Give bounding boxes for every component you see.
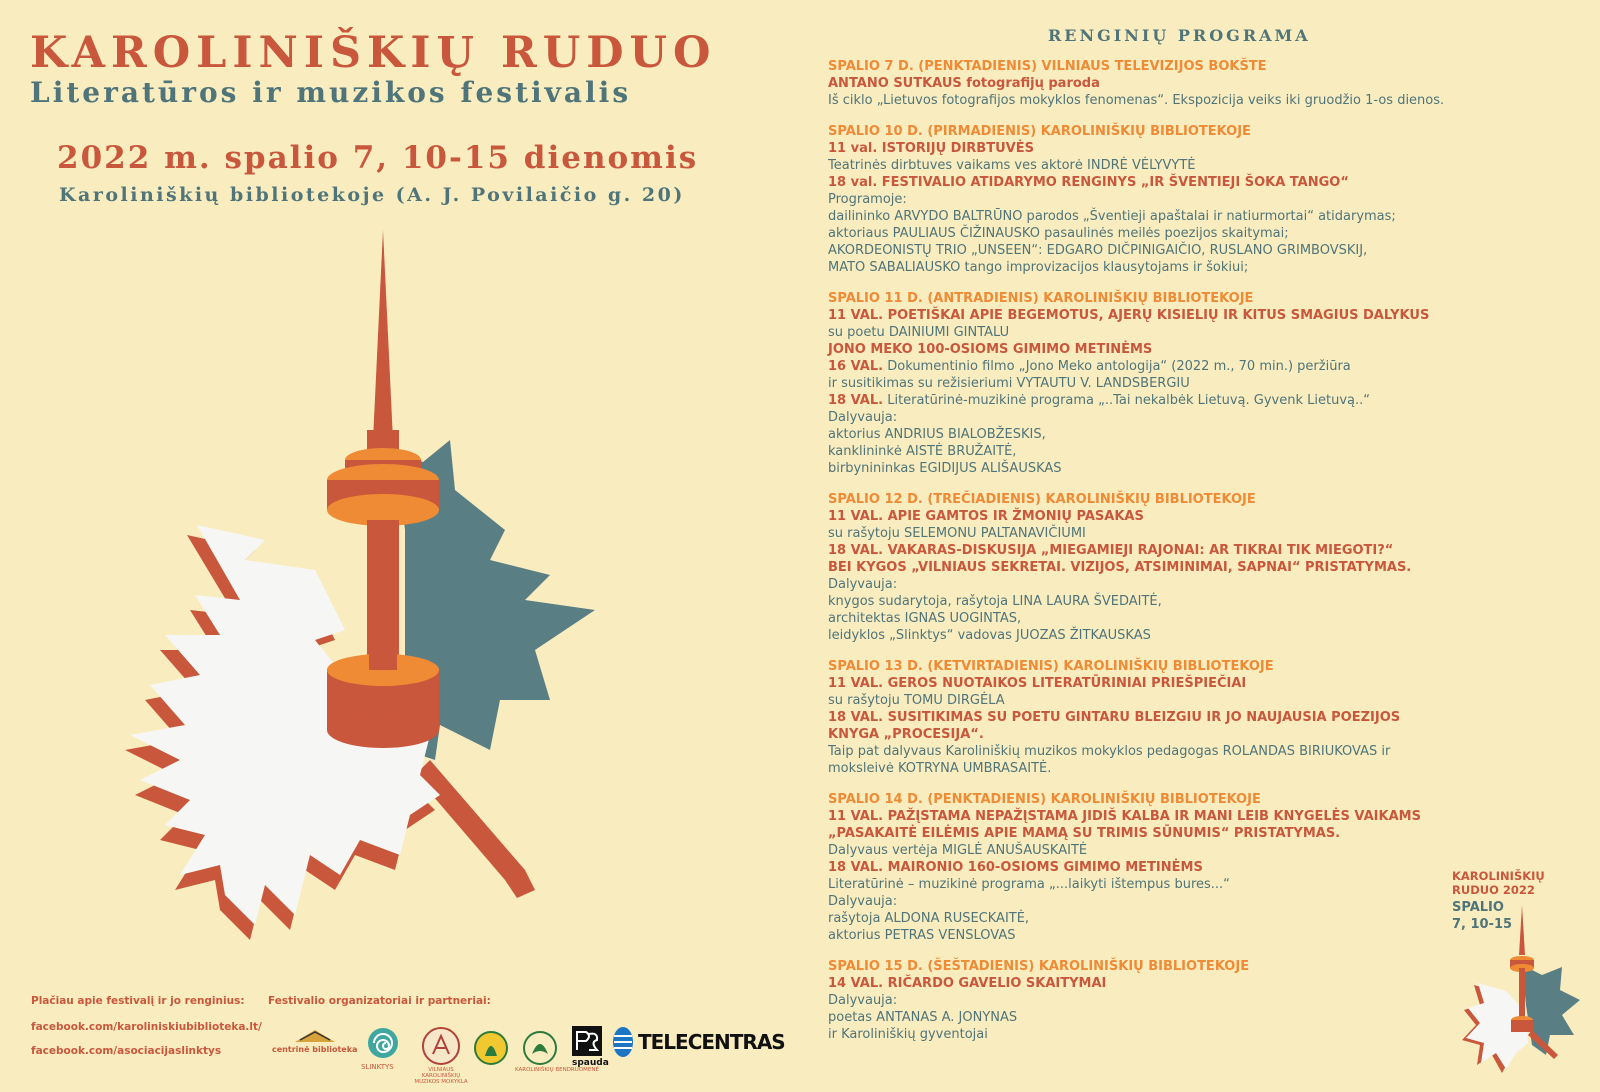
program-description: su poetu DAINIUMI GINTALU (828, 325, 1010, 340)
program-description: leidyklos „Slinktys“ vadovas JUOZAS ŽITKAUSKAS (828, 628, 1151, 643)
slinktys-logo-icon (364, 1026, 402, 1062)
program-day-heading: SPALIO 10 D. (PIRMADIENIS) KAROLINIŠKIŲ BIBLIOTEKOJE (828, 124, 1251, 139)
program-day (828, 58, 1568, 109)
program-event-title: KNYGA „PROCESIJA“. (828, 727, 984, 742)
program-event-title: 11 VAL. GEROS NUOTAIKOS LITERATŪRINIAI PRIEŠPIEČIAI (828, 676, 1247, 691)
program-day-heading: SPALIO 14 D. (PENKTADIENIS) KAROLINIŠKIŲ BIBLIOTEKOJE (828, 792, 1261, 807)
program-description: Dalyvauja: (828, 993, 898, 1008)
program-description: rašytoja ALDONA RUSECKAITĖ, (828, 911, 1030, 926)
program-description: Literatūrinė – muzikinė programa „...laikyti ištempus bures...“ (828, 877, 1230, 892)
program-event-title: 18 VAL. MAIRONIO 160-OSIOMS GIMIMO METINĖMS (828, 860, 1203, 875)
program-event-title: 14 VAL. RIČARDO GAVELIO SKAITYMAI (828, 976, 1107, 991)
festival-title: KAROLINIŠKIŲ RUDUO (30, 28, 717, 78)
facebook-link-slinktys[interactable]: facebook.com/asociacijaslinktys (31, 1045, 222, 1057)
tv-tower-leaf-illustration (105, 230, 610, 970)
program-day-heading: SPALIO 15 D. (ŠEŠTADIENIS) KAROLINIŠKIŲ BIBLIOTEKOJE (828, 959, 1250, 974)
program-description: ir Karoliniškių gyventojai (828, 1027, 988, 1042)
more-info-label: Plačiau apie festivalį ir jo renginius: (31, 995, 245, 1007)
program-event-title: JONO MEKO 100-OSIOMS GIMIMO METINĖMS (828, 342, 1153, 357)
telecentras-logo (612, 1026, 785, 1058)
central-library-logo-icon (290, 1024, 340, 1044)
program-day-heading: SPALIO 13 D. (KETVIRTADIENIS) KAROLINIŠKIŲ BIBLIOTEKOJE (828, 659, 1274, 674)
program-day-heading: SPALIO 11 D. (ANTRADIENIS) KAROLINIŠKIŲ BIBLIOTEKOJE (828, 291, 1254, 306)
yellow-partner-logo-icon (473, 1030, 509, 1066)
music-school-logo-icon (421, 1026, 461, 1066)
corner-badge-date1: SPALIO (1452, 900, 1504, 915)
corner-badge-title (1452, 869, 1545, 897)
festival-subtitle: Literatūros ir muzikos festivalis (30, 76, 632, 109)
program-event-title: BEI KYGOS „VILNIAUS SEKRETAI. VIZIJOS, ATSIMINIMAI, SAPNAI“ PRISTATYMAS. (828, 560, 1412, 575)
program-description: Iš ciklo „Lietuvos fotografijos mokyklos fenomenas“. Ekspozicija veiks iki gruodžio 1-os dienos. (828, 93, 1445, 108)
program-description: ir susitikimas su režisieriumi VYTAUTU V. LANDSBERGIU (828, 376, 1190, 391)
program-day (828, 658, 1568, 777)
program-description: aktorius PETRAS VENSLOVAS (828, 928, 1016, 943)
program-event-title: 11 val. ISTORIJŲ DIRBTUVĖS (828, 141, 1034, 156)
festival-dates: 2022 m. spalio 7, 10-15 dienomis (57, 140, 699, 176)
telecentras-logo-icon (612, 1026, 634, 1058)
program-event-title: 11 VAL. POETIŠKAI APIE BEGEMOTUS, AJERŲ KISIELIŲ IR KITUS SMAGIUS DALYKUS (828, 308, 1430, 323)
program-description: AKORDEONISTŲ TRIO „UNSEEN“: EDGARO DIČPINIGAIČIO, RUSLANO GRIMBOVSKIJ, (828, 243, 1368, 258)
program-description: Dalyvauja: (828, 894, 898, 909)
program-description: poetas ANTANAS A. JONYNAS (828, 1010, 1018, 1025)
program-event-title: 18 VAL. SUSITIKIMAS SU POETU GINTARU BLEIZGIU IR JO NAUJAUSIA POEZIJOS (828, 710, 1401, 725)
program-description: kanklininkė AISTĖ BRUŽAITĖ, (828, 444, 1017, 459)
spauda-logo-icon (572, 1026, 602, 1056)
program-description: moksleivė KOTRYNA UMBRASAITĖ. (828, 761, 1052, 776)
program-timed-line (828, 392, 1568, 409)
corner-badge-date2: 7, 10-15 (1452, 917, 1513, 932)
program-description: knygos sudarytoja, rašytoja LINA LAURA ŠVEDAITĖ, (828, 594, 1162, 609)
program-description: Literatūrinė-muzikinė programa „..Tai nekalbėk Lietuvą. Gyvenk Lietuvą..“ (883, 393, 1370, 408)
program-description: dailininko ARVYDO BALTRŪNO parodos „Šventieji apaštalai ir natiurmortai“ atidarymas; (828, 209, 1396, 224)
program-event-title: 18 VAL. VAKARAS-DISKUSIJA „MIEGAMIEJI RAJONAI: AR TIKRAI TIK MIEGOTI?“ (828, 543, 1394, 558)
program-description: su rašytoju TOMU DIRGĖLA (828, 693, 1005, 708)
program-description: Dalyvaus vertėja MIGLĖ ANUŠAUSKAITĖ (828, 843, 1088, 858)
spauda-logo-text: spauda (572, 1058, 609, 1068)
corner-badge-line2: RUDUO 2022 (1452, 883, 1535, 897)
program-time: 16 VAL. (828, 359, 884, 374)
festival-venue: Karoliniškių bibliotekoje (A. J. Povilaičio g. 20) (59, 184, 685, 206)
program-event-title: 11 VAL. PAŽĮSTAMA NEPAŽĮSTAMA JIDIŠ KALBA IR MANI LEIB KNYGELĖS VAIKAMS (828, 809, 1421, 824)
telecentras-logo-text: TELECENTRAS (638, 1030, 785, 1054)
bendruomene-logo-text: KAROLINIŠKIŲ BENDRUOMENĖ (515, 1067, 599, 1073)
program-day-heading: SPALIO 12 D. (TREČIADIENIS) KAROLINIŠKIŲ BIBLIOTEKOJE (828, 492, 1256, 507)
tv-tower-icon (327, 230, 439, 748)
program-title: RENGINIŲ PROGRAMA (1048, 26, 1311, 45)
program-description: aktorius ANDRIUS BIALOBŽESKIS, (828, 427, 1046, 442)
program-event-title: „PASAKAITĖ EILĖMIS APIE MAMĄ SU TRIMIS SŪNUMIS“ PRISTATYMAS. (828, 826, 1341, 841)
program-description: Dalyvauja: (828, 410, 898, 425)
program-timed-line (828, 358, 1568, 375)
program-event-title: 11 VAL. APIE GAMTOS IR ŽMONIŲ PASAKAS (828, 509, 1144, 524)
program-description: Dalyvauja: (828, 577, 898, 592)
program-description: Taip pat dalyvaus Karoliniškių muzikos mokyklos pedagogas ROLANDAS BIRIUKOVAS ir (828, 744, 1391, 759)
corner-tv-tower-icon (1462, 905, 1580, 1073)
slinktys-logo-text: SLINKTYS (361, 1063, 394, 1071)
program-day (828, 491, 1568, 644)
facebook-link-library[interactable]: facebook.com/karoliniskiubiblioteka.lt/ (31, 1021, 262, 1033)
program-day-heading: SPALIO 7 D. (PENKTADIENIS) VILNIAUS TELEVIZIJOS BOKŠTE (828, 59, 1267, 74)
program-event-title: 18 val. FESTIVALIO ATIDARYMO RENGINYS „IR ŠVENTIEJI ŠOKA TANGO“ (828, 175, 1349, 190)
program-description: Programoje: (828, 192, 907, 207)
program-event-title: ANTANO SUTKAUS fotografijų paroda (828, 76, 1100, 91)
program-description: su rašytoju SELEMONU PALTANAVIČIUMI (828, 526, 1086, 541)
program-day (828, 290, 1568, 477)
corner-badge-line1: KAROLINIŠKIŲ (1452, 869, 1545, 883)
program-description: Dokumentinio filmo „Jono Meko antologija“ (2022 m., 70 min.) peržiūra (883, 359, 1351, 374)
program-description: MATO SABALIAUSKO tango improvizacijos klausytojams ir šokiui; (828, 260, 1249, 275)
central-library-logo-text: centrinė biblioteka (272, 1045, 358, 1054)
program-time: 18 VAL. (828, 393, 884, 408)
leaf-stem-icon (415, 760, 535, 898)
program-day (828, 123, 1568, 276)
program-description: architektas IGNAS UOGINTAS, (828, 611, 1022, 626)
music-school-logo-text: VILNIAUS KAROLINIŠKIŲ MUZIKOS MOKYKLA (414, 1067, 468, 1085)
partners-label: Festivalio organizatoriai ir partneriai: (268, 995, 491, 1007)
program-description: birbynininkas EGIDIJUS ALIŠAUSKAS (828, 461, 1062, 476)
bendruomene-logo-icon (522, 1030, 558, 1066)
program-description: aktoriaus PAULIAUS ČIŽINAUSKO pasaulinės meilės poezijos skaitymai; (828, 226, 1289, 241)
program-day (828, 958, 1568, 1043)
program-description: Teatrinės dirbtuves vaikams ves aktorė INDRĖ VĖLYVYTĖ (828, 158, 1196, 173)
